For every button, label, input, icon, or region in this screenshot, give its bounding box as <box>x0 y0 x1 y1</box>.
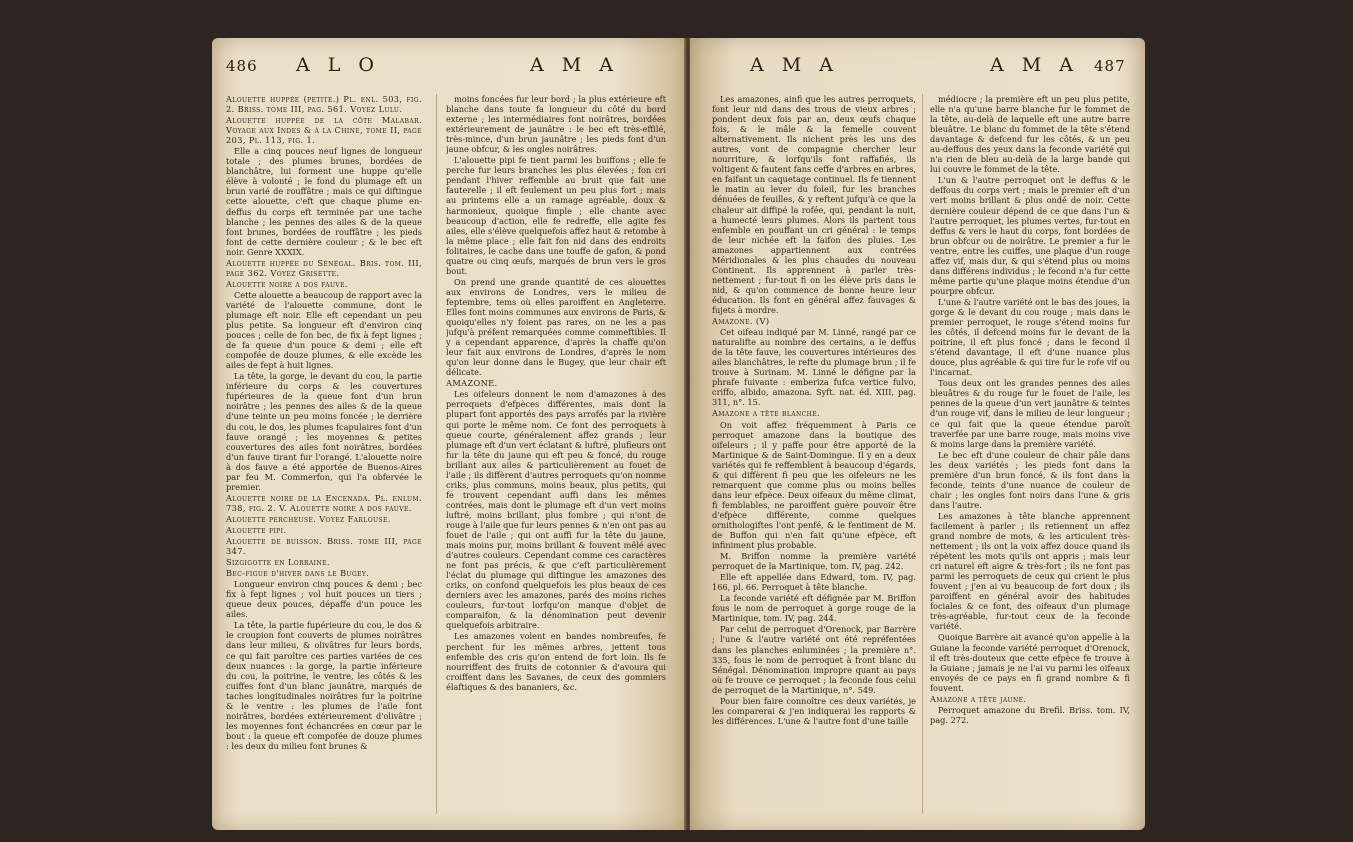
paragraph: Les amazones, ainfi que les autres perroquets, font leur nid dans des trous de vieux arbres ; pondent deux fois par an, deux œufs chaque fois, & le mâle & la femelle couvent alternativement. Ils nichent près les uns des autres, vont de compagnie chercher leur nourriture, & lorfqu'ils font raffafiés, ils voltigent & fautent fans ceffe d'arbres en arbres, en faifant un caquetage continuel. Ils fe tiennent le matin au lever du foleil, fur les branches dénuées de feuilles, & y reftent jufqu'à ce que la chaleur ait diffipé la rofée, qui, pendant la nuit, a humecté leurs plumes. Alors ils partent tous enfemble en pouffant un cri général : le temps de leur nichée eft la faifon des pluies. Les amazones appartiennent aux contrées Méridionales & les plus chaudes du nouveau Continent. Ils apprennent à parler très-nettement ; fur-tout fi on les élève pris dans le nid, & qu'on commence de bonne heure leur éducation. Ils font en général affez fauvages & fujets à mordre. <box>712 94 916 315</box>
paragraph: L'un & l'autre perroquet ont le deffus & le deffous du corps vert ; mais le premier eft d'un vert moins brillant & plus ondé de noir. Cette dernière couleur dépend de ce que dans l'un & l'autre perroquet, les plumes vertes, fur-tout en deffus & vers le haut du corps, font bordées de brun obfcur ou de noirâtre. Le premier a fur le ventre, entre les cuiffes, une plaque d'un rouge affez vif, mais dur, & qui s'étend plus ou moins dans différens individus ; le fecond n'a fur cette même partie qu'une plaque moins étendue d'un pourpre obfcur. <box>930 175 1130 296</box>
paragraph: La feconde variété eft défignée par M. Briffon fous le nom de perroquet à gorge rouge de la Martinique, tom. IV, pag. 244. <box>712 593 916 624</box>
paragraph: Sizgigotte en Lorraine. <box>226 557 330 568</box>
paragraph: Amazone a tête blanche. <box>712 408 820 419</box>
paragraph: Les oifeleurs donnent le nom d'amazones à des perroquets d'efpèces différentes, mais dont la plupart font apportés des pays arrofés par la rivière qui porte le même nom. Ce font des perroquets à queue courte, généralement affez grands ; leur plumage eft d'un vert éclatant & luftré, plufieurs ont fur la tête du jaune qui eft peu & foncé, du rouge brillant aux ailes & particulièrement au fouet de l'aile ; ils diffèrent d'autres perroquets qu'on nomme criks, plus communs, moins beaux, plus petits, qui fe trouvent cependant auffi dans les mêmes contrées, mais dont le plumage eft d'un vert moins luftré, moins brillant, plus fombre ; qui n'ont de rouge à l'aile que fur leurs pennes & n'en ont pas au fouet de l'aile ; qui ont auffi fur la tête du jaune, mais moins pur, moins brillant & fouvent mêlé avec d'autres couleurs. Cependant comme ces caractères ne font pas précis, & que c'eft particulièrement l'éclat du plumage qui diftingue les amazones des criks, on confond quelquefois les plus beaux de ces derniers avec les amazones, parés des moins riches couleurs, fur-tout lorfqu'on manque d'objet de comparaifon, & la dénomination peut devenir quelquefois arbitraire. <box>446 389 666 631</box>
left-running-head <box>212 52 687 76</box>
paragraph: M. Briffon nomme la première variété perroquet de la Martinique, tom. IV, pag. 242. <box>712 551 916 572</box>
right-page-number: 487 <box>1094 57 1126 75</box>
paragraph: Amazone a tête jaune. <box>930 693 1027 704</box>
paragraph: La tête, la gorge, le devant du cou, la partie inférieure du corps & les couvertures fupérieures de la queue font d'un brun noirâtre ; les pennes des ailes & de la queue d'une teinte un peu moins foncée ; le derrière du cou, le dos, les plumes fcapulaires font d'un fauve orangé ; les moyennes & petites couvertures des ailes font noirâtres, bordées d'un fauve tirant fur l'orangé. L'alouette noire à dos fauve a été apportée de Buenos-Aires par feu M. Commerfon, qui l'a obfervée le premier. <box>226 371 422 492</box>
left-header-right: A M A <box>530 54 619 76</box>
paragraph: La tête, la partie fupérieure du cou, le dos & le croupion font couverts de plumes noirâtres dans leur milieu, & olivâtres fur leurs bords, ce qui fait paroître ces parties variées de ces deux nuances : la gorge, la partie inférieure du cou, la poitrine, le ventre, les côtés & les cuiffes font d'un blanc jaunâtre, marqués de taches longitudinales noirâtres fur la poitrine & le ventre : les plumes de l'aile font noirâtres, bordées extérieurement d'olivâtre ; les moyennes font échancrées en cœur par le bout : la queue eft compofée de douze plumes : les deux du milieu font brunes & <box>226 620 422 751</box>
right-column-2 <box>930 94 1130 820</box>
paragraph: Alouette pipi. <box>226 524 287 535</box>
left-header-left: A L O <box>296 54 380 76</box>
paragraph: Alouette noire a dos fauve. <box>226 278 348 289</box>
paragraph: On voit affez fréquemment à Paris ce perroquet amazone dans la boutique des oifeleurs ; il y paffe pour être apporté de la Martinique & de Saint-Domingue. Il y en a deux variétés qui fe reffemblent à beaucoup d'égards, & qui diffèrent fi peu que les oifeleurs ne les remarquent que comme plus ou moins belles dans leur efpèce. Deux oifeaux du même climat, fi femblables, ne paroiffent guère pouvoir être d'efpèce différente, comme quelques ornithologiftes l'ont penfé, & le fentiment de M. de Buffon qui n'en fait qu'une efpèce, eft infiniment plus probable. <box>712 419 916 551</box>
paragraph: Bec-figue d'hiver dans le Bugey. <box>226 568 370 579</box>
paragraph: Alouette de buisson. Briss. tome III, page 347. <box>226 536 422 557</box>
paragraph: On prend une grande quantité de ces alouettes aux environs de Londres, vers le milieu de feptembre, tems où elles paroiffent en Angleterre. Elles font moins communes aux environs de Paris, & quoiqu'elles n'y foient pas rares, on ne les a pas jufqu'à préfent remarquées comme commeftibles. Il y a cependant apparence, d'après la chaffe qu'on leur fait aux environs de Londres, d'après le nom qu'on leur donne dans le Bugey, que leur chair eft délicate. <box>446 276 666 378</box>
column-divider <box>922 94 923 814</box>
right-header-left: A M A <box>750 54 839 76</box>
paragraph: Perroquet amazone du Brefil. Briss. tom. IV, pag. 272. <box>930 704 1130 725</box>
paragraph: Tous deux ont les grandes pennes des ailes bleuâtres & du rouge fur le fouet de l'aile, les pennes de la queue d'un vert jaunâtre & teintes d'un rouge vif, dans le milieu de leur longueur ; ce qui fait que la queue étendue paroît traverfée par une barre rouge, mais moins vive & moins large dans la première variété. <box>930 378 1130 449</box>
left-column-1 <box>226 94 422 820</box>
paragraph: Le bec eft d'une couleur de chair pâle dans les deux variétés ; les pieds font dans la première d'un brun foncé, & ils font dans la feconde, teints d'une nuance de couleur de chair ; les ongles font noirs dans l'une & gris dans l'autre. <box>930 449 1130 510</box>
paragraph: Alouette huppée (petite.) Pl. enl. 503, fig. 2. Briss. tome III, pag. 561. Voyez Lulu. <box>226 94 422 115</box>
paragraph: Alouette huppée du Sénégal. Bris. tom. III, page 362. Voyez Grisette. <box>226 257 422 278</box>
paragraph: L'une & l'autre variété ont le bas des joues, la gorge & le devant du cou rouge ; mais dans le premier perroquet, le rouge s'étend moins fur les côtés, il defcend moins fur le devant de la poitrine, il eft plus foncé ; dans le fecond il s'étend davantage, il eft d'une nuance plus douce, plus agréable & qui tire fur le rofe vif ou l'incarnat. <box>930 296 1130 378</box>
paragraph: Elle a cinq pouces neuf lignes de longueur totale ; des plumes brunes, bordées de blanchâtre, lui forment une huppe qu'elle élève à volonté ; le fond du plumage eft un brun varié de rouffâtre ; mais ce qui diftingue cette alouette, c'eft que chaque plume en-deffus du corps eft terminée par une tache blanche ; les pennes des ailes & de la queue font brunes, bordées de rouffâtre ; les pieds font de cette dernière couleur ; & le bec eft noir. Genre XXXIX. <box>226 146 422 257</box>
paragraph: moins foncées fur leur bord ; la plus extérieure eft blanche dans toute fa longueur du côté du bord externe ; les intermédiaires font noirâtres, bordées extérieurement de jaunâtre : le bec eft très-effilé, très-mince, d'un brun jaunâtre ; les pieds font d'un jaune obfcur, & les ongles noirâtres. <box>446 94 666 155</box>
right-header-right: A M A <box>990 54 1079 76</box>
paragraph: Alouette noire de la Encenada. Pl. enlum. 738, fig. 2. V. Alouette noire à dos fauve. <box>226 492 422 513</box>
paragraph: Pour bien faire connoître ces deux variétés, je les comparerai & j'en indiquerai les rapports & les différences. L'une & l'autre font d'une taille <box>712 695 916 726</box>
left-page-number: 486 <box>226 57 258 75</box>
right-page <box>690 38 1145 830</box>
paragraph: Par celui de perroquet d'Orenock, par Barrère ; l'une & l'autre variété ont été repréfentées dans les planches enluminées ; la première n°. 335, fous le nom de perroquet à front blanc du Sénégal. Dénomination impropre quant au pays où fe trouve ce perroquet ; la feconde fous celui de perroquet de la Martinique, n°. 549. <box>712 624 916 695</box>
left-page <box>212 38 687 830</box>
paragraph: Les amazones à tête blanche apprennent facilement à parler ; ils retiennent un affez grand nombre de mots, & les articulent très-nettement ; ils ont la voix affez douce quand ils répètent les mots qu'ils ont appris ; mais leur cri naturel eft aigre & très-fort ; ils ne font pas parmi les perroquets de ceux qui crient le plus fouvent ; j'en ai vu beaucoup de fort doux ; ils paroiffent en général avoir des habitudes fociales & ce font, des oifeaux d'un plumage très-agréable, fur-tout ceux de la feconde variété. <box>930 510 1130 632</box>
paragraph: Cet oifeau indiqué par M. Linné, rangé par ce naturalifte au nombre des certains, a le deffus de la tête fauve, les couvertures intérieures des ailes blanchâtres, le refte du plumage brun ; il fe trouve à Surinam. M. Linné le défigne par la phrafe fuivante : emberiza fufca vertice fulvo, criffo, albido, amazona. Syft. nat. éd. XIII, pag. 311, n°. 15. <box>712 327 916 408</box>
column-divider <box>436 94 437 814</box>
paragraph: Les amazones volent en bandes nombreufes, fe perchent fur les mêmes arbres, jettent tous enfemble des cris qu'on entend de fort loin. Ils fe nourriffent des fruits de cotonnier & d'avoura qui croiffent dans les Savanes, de ceux des gommiers élaftiques & des bananiers, &c. <box>446 631 666 692</box>
paragraph: médiocre ; la première eft un peu plus petite, elle n'a qu'une barre blanche fur le fommet de la tête, au-delà de laquelle eft une autre barre bleuâtre. Le blanc du fommet de la tête s'étend davantage & defcend fur les côtés, & un peu au-deffous des yeux dans la feconde variété qui n'a rien de bleu au-delà de la large bande qui lui couvre le fommet de la tête. <box>930 94 1130 175</box>
right-column-1 <box>712 94 916 820</box>
left-column-2 <box>446 94 666 820</box>
paragraph: AMAZONE. <box>446 378 498 389</box>
paragraph: Elle eft appellée dans Edward, tom. IV, pag. 166, pl. 66. Perroquet à tête blanche. <box>712 572 916 593</box>
paragraph: Alouette huppée de la côte Malabar. Voyage aux Indes & à la Chine, tome II, page 203, Pl. 113, fig. 1. <box>226 115 422 146</box>
paragraph: Cette alouette a beaucoup de rapport avec la variété de l'alouette commune, dont le plumage eft noir. Elle eft cependant un peu plus petite. Sa longueur eft d'environ cinq pouces ; celle de fon bec, de fix à fept lignes ; de fa queue d'un pouce & demi ; elle eft compofée de douze plumes, & elle excède les ailes de fept à huit lignes. <box>226 289 422 371</box>
paragraph: Alouette percheuse. Voyez Farlouse. <box>226 513 391 524</box>
paragraph: L'alouette pipi fe tient parmi les buiffons ; elle fe perche fur leurs branches les plus élevées ; fon cri pendant l'hiver reffemble au bruit que fait une fauterelle ; il eft feulement un peu plus fort ; mais au printems elle a un ramage agréable, doux & harmonieux, quoique fimple ; elle chante avec beaucoup d'action, elle fe redreffe, elle agite fes ailes, elle s'élève quelquefois affez haut & retombe à la même place ; elle fait fon nid dans des endroits folitaires, le cache dans une touffe de gafon, & pond quatre ou cinq œufs, marqués de brun vers le gros bout. <box>446 155 666 276</box>
paragraph: Amazone. (V) <box>712 316 770 327</box>
paragraph: Quoique Barrère ait avancé qu'on appelle à la Guiane la feconde variété perroquet d'Orenock, il eft très-douteux que cette efpèce fe trouve à la Guiane ; jamais je ne l'ai vu parmi les oifeaux envoyés de ce pays en fi grand nombre & fi fouvent. <box>930 632 1130 693</box>
right-running-head <box>690 52 1145 76</box>
paragraph: Longueur environ cinq pouces & demi ; bec fix à fept lignes ; vol huit pouces un tiers ; queue deux pouces, dépaffe d'un pouce les ailes. <box>226 579 422 620</box>
